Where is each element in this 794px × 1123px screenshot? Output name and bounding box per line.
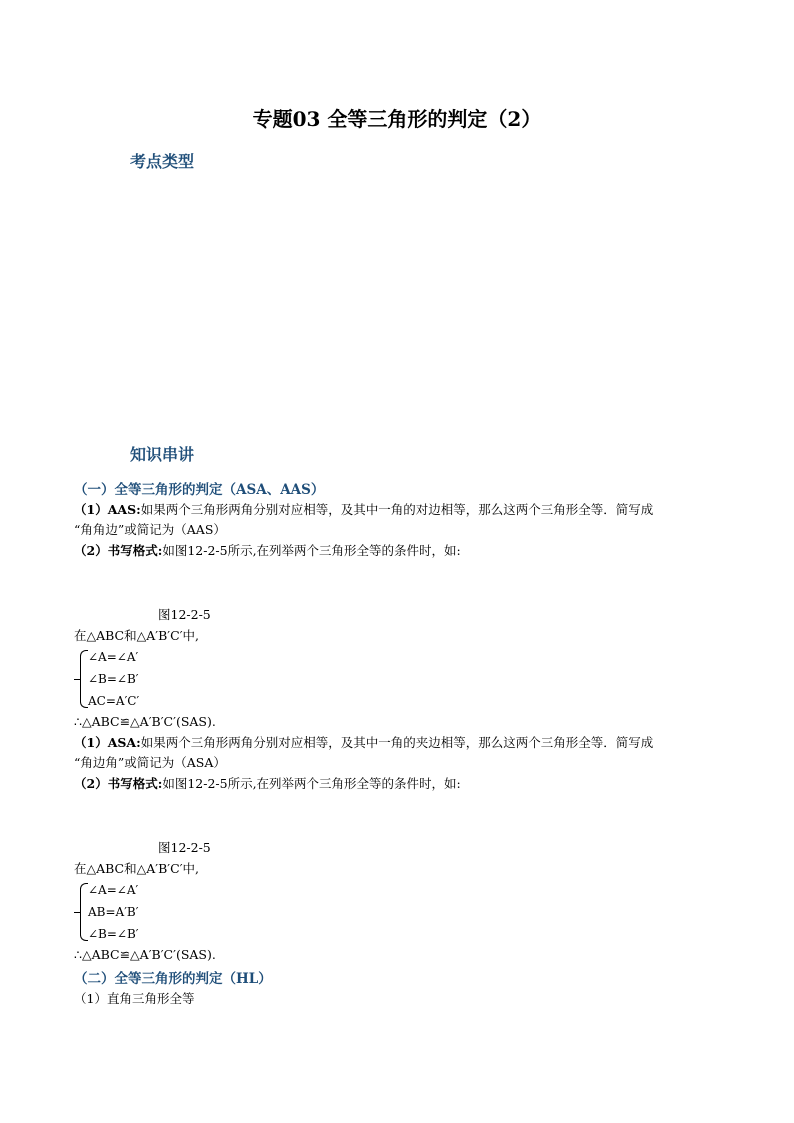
figure1-caption: 图12-2-5 — [158, 607, 211, 622]
asa-num: （1） — [74, 735, 108, 750]
part2-heading: （二）全等三角形的判定（HL） — [74, 971, 272, 987]
cond1-b: ∠B=∠B′ — [88, 672, 139, 686]
format1-line — [74, 541, 461, 561]
brace1 — [80, 650, 88, 708]
format1-num: （2） — [74, 543, 108, 558]
aas-text1: 如果两个三角形两角分别对应相等，及其中一角的对边相等，那么这两个三角形全等．简写成 — [140, 502, 654, 517]
aas-term: AAS: — [107, 502, 141, 517]
format2-term: 书写格式: — [107, 776, 163, 791]
intro2: 在△ABC和△A′B′C′中, — [74, 861, 200, 876]
cond2-a: ∠A=∠A′ — [88, 883, 139, 897]
asa-text1: 如果两个三角形两角分别对应相等，及其中一角的夹边相等，那么这两个三角形全等．简写成 — [140, 735, 654, 750]
intro1: 在△ABC和△A′B′C′中, — [74, 628, 200, 643]
asa-line1 — [74, 733, 653, 753]
part1-heading: （一）全等三角形的判定（ASA、AAS） — [74, 482, 325, 498]
format1-text: 如图12-2-5所示,在列举两个三角形全等的条件时，如: — [162, 543, 461, 558]
aas-line2: “角角边”或简记为（AAS） — [74, 522, 226, 537]
cond1-a: ∠A=∠A′ — [88, 650, 139, 664]
cond2-b: AB=A′B′ — [88, 905, 139, 919]
figure2-caption: 图12-2-5 — [158, 840, 211, 855]
aas-num: （1） — [74, 502, 108, 517]
conclusion1: ∴△ABC≌△A′B′C′(SAS). — [74, 714, 216, 729]
cond1-c: AC=A′C′ — [88, 694, 140, 708]
asa-line2: “角边角”或简记为（ASA） — [74, 755, 226, 770]
aas-line1 — [74, 500, 653, 520]
format2-line — [74, 774, 461, 794]
part2-item1: （1）直角三角形全等 — [74, 991, 195, 1006]
format2-text: 如图12-2-5所示,在列举两个三角形全等的条件时，如: — [162, 776, 461, 791]
asa-term: ASA: — [107, 735, 141, 750]
page-title: 专题03 全等三角形的判定（2） — [252, 107, 542, 131]
cond2-c: ∠B=∠B′ — [88, 927, 139, 941]
section-heading-kaodian: 考点类型 — [130, 152, 195, 171]
conclusion2: ∴△ABC≌△A′B′C′(SAS). — [74, 947, 216, 962]
format2-num: （2） — [74, 776, 108, 791]
brace2 — [80, 883, 88, 941]
section-heading-zhishi: 知识串讲 — [130, 445, 195, 464]
format1-term: 书写格式: — [107, 543, 163, 558]
